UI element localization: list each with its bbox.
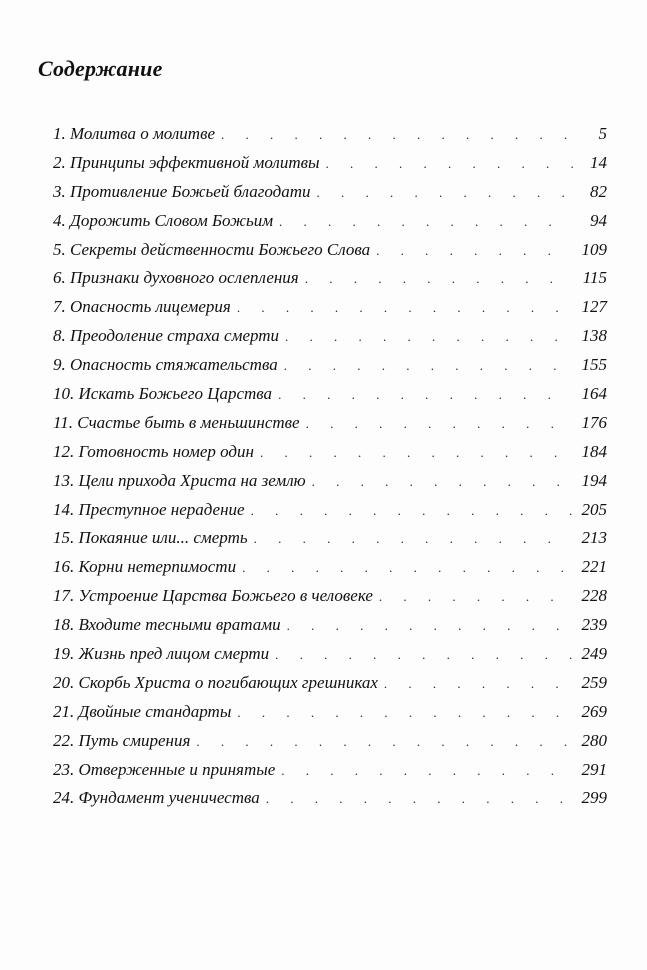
toc-entry-label: 11. Счастье быть в меньшинстве <box>53 412 300 432</box>
dot-leader <box>376 243 573 259</box>
dot-leader <box>287 618 573 634</box>
dot-leader <box>317 185 573 201</box>
toc-entry-page-number: 280 <box>581 730 607 750</box>
dot-leader <box>305 271 573 287</box>
toc-entry <box>53 615 607 644</box>
dot-leader <box>379 589 573 605</box>
toc-entry <box>53 182 607 211</box>
toc-entry <box>53 528 607 557</box>
dot-leader <box>284 358 573 374</box>
toc-entry <box>53 413 607 442</box>
toc-entry-label: 13. Цели прихода Христа на землю <box>53 470 306 490</box>
dot-leader <box>281 763 573 779</box>
toc-entry-page-number: 176 <box>581 412 607 432</box>
toc-entry-label: 2. Принципы эффективной молитвы <box>53 152 320 172</box>
toc-entry-label: 18. Входите тесными вратами <box>53 615 281 635</box>
toc-entry-page-number: 249 <box>581 644 607 664</box>
dot-leader <box>221 127 573 143</box>
toc-entry-page-number: 299 <box>581 788 607 808</box>
toc-entry-label: 9. Опасность стяжательства <box>53 355 278 375</box>
dot-leader <box>260 445 573 461</box>
toc-entry <box>53 355 607 384</box>
toc-entry-page-number: 127 <box>581 297 607 317</box>
toc-entry-page-number: 269 <box>581 701 607 721</box>
toc-entry-page-number: 184 <box>581 441 607 461</box>
toc-entry-label: 22. Путь смирения <box>53 730 191 750</box>
dot-leader <box>326 156 573 172</box>
toc-entry-label: 16. Корни нетерпимости <box>53 557 237 577</box>
toc-entry <box>53 731 607 760</box>
toc-entry <box>53 500 607 529</box>
toc-entry-label: 3. Противление Божьей благодати <box>53 181 311 201</box>
toc-entry <box>53 557 607 586</box>
toc-entry-label: 23. Отверженные и принятые <box>53 759 276 779</box>
toc-entry-page-number: 82 <box>590 181 607 201</box>
toc-entry-label: 8. Преодоление страха смерти <box>53 326 280 346</box>
toc-entry <box>53 586 607 615</box>
toc-entry <box>53 442 607 471</box>
toc-entry-label: 20. Скорбь Христа о погибающих грешниках <box>53 672 378 692</box>
toc-entry-label: 4. Дорожить Словом Божьим <box>53 210 274 230</box>
dot-leader <box>266 791 573 807</box>
toc-entry-label: 5. Секреты действенности Божьего Слова <box>53 239 371 259</box>
toc-entry-page-number: 155 <box>581 355 607 375</box>
toc-entry-label: 14. Преступное нерадение <box>53 499 245 519</box>
dot-leader <box>275 647 573 663</box>
dot-leader <box>237 300 573 316</box>
toc-entry-page-number: 291 <box>581 759 607 779</box>
toc-entry-page-number: 164 <box>581 384 607 404</box>
toc-entry-page-number: 221 <box>581 557 607 577</box>
toc-entry-page-number: 109 <box>581 239 607 259</box>
toc-entry-label: 15. Покаяние или... смерть <box>53 528 248 548</box>
toc-entry-page-number: 14 <box>590 152 607 172</box>
toc-entry <box>53 211 607 240</box>
toc-entry-page-number: 259 <box>581 672 607 692</box>
toc-entry-page-number: 138 <box>581 326 607 346</box>
toc-entry-page-number: 5 <box>598 124 607 143</box>
toc-entry <box>53 240 607 269</box>
toc-entry <box>53 124 607 153</box>
dot-leader <box>278 387 573 403</box>
dot-leader <box>242 560 573 576</box>
toc-entry-page-number: 115 <box>582 268 607 288</box>
toc-entry-page-number: 239 <box>581 615 607 635</box>
toc-entry-label: 21. Двойные стандарты <box>53 701 232 721</box>
page-title: Содержание <box>38 56 163 81</box>
toc-entry <box>53 788 607 817</box>
dot-leader <box>254 531 573 547</box>
toc-entry <box>53 644 607 673</box>
dot-leader <box>312 474 573 490</box>
dot-leader <box>279 214 573 230</box>
toc-entry <box>53 384 607 413</box>
toc-entry <box>53 268 607 297</box>
toc-entry-page-number: 94 <box>590 210 607 230</box>
dot-leader <box>384 676 573 692</box>
toc-entry <box>53 153 607 182</box>
toc-entry-page-number: 205 <box>581 499 607 519</box>
toc-entry-label: 10. Искать Божьего Царства <box>53 384 273 404</box>
dot-leader <box>285 329 573 345</box>
toc-entry-label: 6. Признаки духовного ослепления <box>53 268 299 288</box>
toc-entry <box>53 760 607 789</box>
dot-leader <box>237 705 573 721</box>
dot-leader <box>306 416 573 432</box>
toc-entry <box>53 326 607 355</box>
toc-entry <box>53 297 607 326</box>
toc-entry-page-number: 228 <box>581 586 607 606</box>
toc-entry <box>53 673 607 702</box>
toc-entry-label: 7. Опасность лицемерия <box>53 297 231 317</box>
toc-entry-label: 19. Жизнь пред лицом смерти <box>53 644 270 664</box>
toc-entry-label: 12. Готовность номер один <box>53 441 254 461</box>
toc-entry-page-number: 194 <box>581 470 607 490</box>
dot-leader <box>251 503 573 519</box>
toc-entry-label: 17. Устроение Царства Божьего в человеке <box>53 586 373 606</box>
toc-entry <box>53 702 607 731</box>
toc-entry-page-number: 213 <box>581 528 607 548</box>
toc-list <box>53 124 607 817</box>
toc-entry <box>53 471 607 500</box>
toc-entry-label: 1. Молитва о молитве <box>53 124 215 143</box>
toc-entry-label: 24. Фундамент ученичества <box>53 788 260 808</box>
dot-leader <box>196 734 573 750</box>
